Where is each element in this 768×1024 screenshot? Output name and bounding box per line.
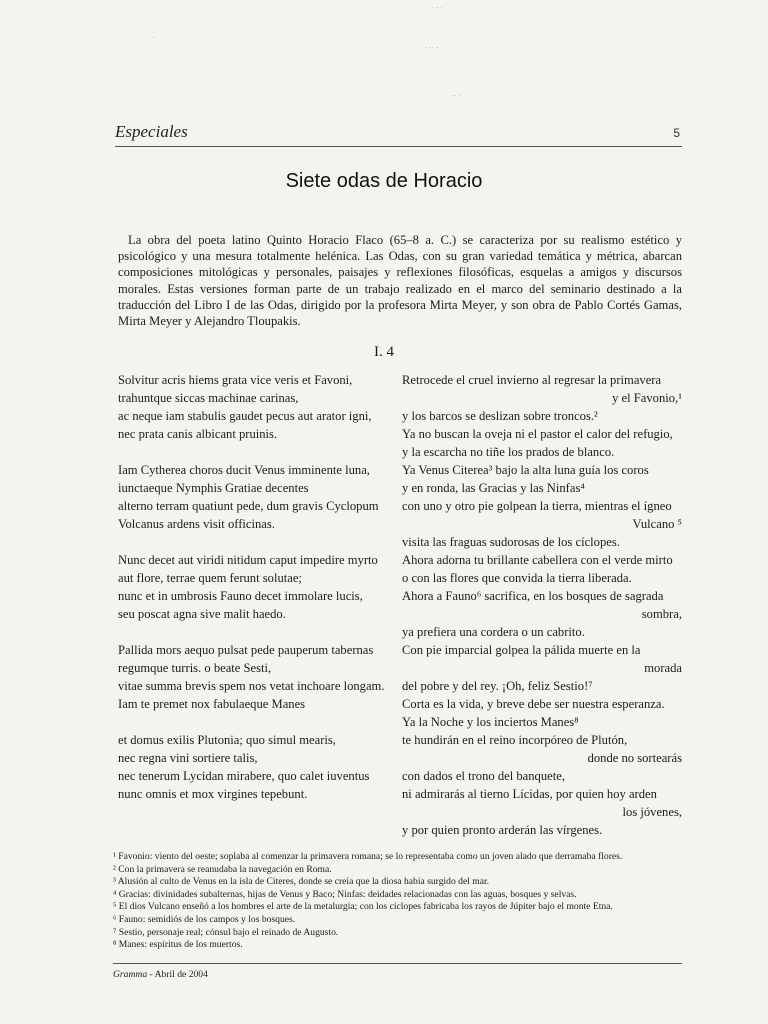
verse-line: nec regna vini sortiere talis, (118, 751, 258, 765)
footnote: ² Con la primavera se reanudaba la navegación en Roma. (113, 863, 332, 875)
verse-line: seu poscat agna sive malit haedo. (118, 607, 286, 621)
footnote: ⁶ Fauno: semidiós de los campos y los bosques. (113, 913, 296, 925)
verse-line: Corta es la vida, y breve debe ser nuestra esperanza. (402, 697, 665, 711)
verse-line: y por quien pronto arderán las vírgenes. (402, 823, 603, 837)
verse-line: Solvitur acris hiems grata vice veris et Favoni, (118, 373, 353, 387)
footnote: ¹ Favonio: viento del oeste; soplaba al comenzar la primavera romana; se lo representaba como un joven alado que derramaba flores. (113, 851, 623, 862)
footer-rule (113, 963, 682, 964)
scan-speck: · ·· · (425, 44, 439, 52)
section-name: Especiales (115, 122, 188, 141)
verse-line: nunc omnis et mox virgines tepebunt. (118, 787, 308, 801)
verse-line: Iam Cytherea choros ducit Venus imminente luna, (118, 463, 370, 477)
latin-stanza (118, 371, 398, 443)
latin-poem (118, 371, 398, 821)
footnote: ⁵ El dios Vulcano enseñó a los hombres el arte de la metalurgia; con los cíclopes fabricaba los rayos de Júpiter bajo el monte Etna. (113, 901, 613, 913)
verse-line: aut flore, terrae quem ferunt solutae; (118, 571, 302, 585)
verse-line: Iam te premet nox fabulaeque Manes (118, 697, 306, 711)
spanish-translation (402, 371, 682, 839)
verse-line: Pallida mors aequo pulsat pede pauperum tabernas (118, 643, 374, 657)
verse-line: Vulcano ⁵ (632, 517, 682, 531)
intro-text: La obra del poeta latino Quinto Horacio Flaco (65–8 a. C.) se caracteriza por su realismo estético y psicológico y una mesura totalmente helénica. Las Odas, con su gran variedad temática y métrica, abarcan composiciones mitológicas y personales, paisajes y reflexiones filosóficas, esquelas a amigos y discursos morales. Estas versiones forman parte de un trabajo realizado en el marco del seminario destinado a la traducción del Libro I de las Odas, dirigido por la profesora Mirta Meyer, y son obra de Pablo Cortés Gamas, Mirta Meyer y Alejandro Tloupakis. (118, 233, 682, 329)
verse-line: Con pie imparcial golpea la pálida muerte en la (402, 643, 641, 657)
verse-line: del pobre y del rey. ¡Oh, feliz Sestio!⁷ (402, 679, 593, 693)
verse-line: sombra, (641, 607, 682, 621)
verse-line: y en ronda, las Gracias y las Ninfas⁴ (402, 481, 585, 495)
footnote: ³ Alusión al culto de Venus en la isla de Citeres, donde se creía que la diosa había surgido del mar. (113, 876, 490, 888)
scan-speck: · (152, 34, 155, 42)
verse-line: nunc et in umbrosis Fauno decet immolare lucis, (118, 589, 363, 603)
article-title: Siete odas de Horacio (285, 170, 483, 192)
verse-line: te hundirán en el reino incorpóreo de Plutón, (402, 733, 628, 747)
verse-line: trahuntque siccas machinae carinas, (118, 391, 299, 405)
verse-line: o con las flores que convida la tierra liberada. (402, 571, 632, 585)
latin-stanza (118, 731, 398, 803)
verse-line: Retrocede el cruel invierno al regresar la primavera (402, 373, 662, 387)
magazine-name: Gramma (113, 969, 148, 980)
verse-line: et domus exilis Plutonia; quo simul mearis, (118, 733, 336, 747)
page-footer (113, 969, 208, 980)
verse-line: Ya la Noche y los inciertos Manes⁸ (402, 715, 579, 729)
scan-speck: · · · (432, 4, 444, 12)
issue-date: - Abril de 2004 (149, 969, 208, 980)
verse-line: morada (644, 661, 682, 675)
verse-line: regumque turris. o beate Sesti, (118, 661, 272, 675)
latin-stanza (118, 641, 398, 713)
footnotes (113, 851, 685, 952)
verse-line: nec prata canis albicant pruinis. (118, 427, 278, 441)
verse-line: y el Favonio,¹ (612, 391, 682, 405)
verse-line: Ahora adorna tu brillante cabellera con el verde mirto (402, 553, 673, 567)
footnote: ⁴ Gracias: divinidades subalternas, hijas de Venus y Baco; Ninfas: deidades relacionadas con las aguas, bosques y selvas. (113, 888, 577, 900)
verse-line: iunctaeque Nymphis Gratiae decentes (118, 481, 309, 495)
verse-line: nec tenerum Lycidan mirabere, quo calet iuventus (118, 769, 370, 783)
verse-line: y la escarcha no tiñe los prados de blanco. (402, 445, 615, 459)
page-number: 5 (673, 126, 680, 140)
verse-line: ya prefiera una cordera o un cabrito. (402, 625, 585, 639)
verse-line: Volcanus ardens visit officinas. (118, 517, 275, 531)
verse-line: Ya Venus Citerea³ bajo la alta luna guía los coros (402, 463, 649, 477)
verse-line: con uno y otro pie golpean la tierra, mientras el ígneo (402, 499, 672, 513)
verse-line: ni admirarás al tierno Lícidas, por quien hoy arden (402, 787, 657, 801)
footnote: ⁸ Manes: espíritus de los muertos. (113, 939, 243, 951)
verse-line: Ya no buscan la oveja ni el pastor el calor del refugio, (402, 427, 673, 441)
intro-paragraph (118, 232, 682, 329)
ode-number: I. 4 (374, 344, 394, 360)
latin-stanza (118, 461, 398, 533)
verse-line: alterno terram quatiunt pede, dum gravis Cyclopum (118, 499, 379, 513)
verse-line: Ahora a Fauno⁶ sacrifica, en los bosques de sagrada (402, 589, 664, 603)
verse-line: Nunc decet aut viridi nitidum caput impedire myrto (118, 553, 378, 567)
verse-line: vitae summa brevis spem nos vetat inchoare longam. (118, 679, 385, 693)
verse-line: los jóvenes, (622, 805, 682, 819)
latin-stanza (118, 551, 398, 623)
footnote: ⁷ Sestio, personaje real; cónsul bajo el reinado de Augusto. (113, 926, 339, 938)
verse-line: con dados el trono del banquete, (402, 769, 565, 783)
verse-line: y los barcos se deslizan sobre troncos.² (402, 409, 598, 423)
verse-line: visita las fraguas sudorosas de los cíclopes. (402, 535, 620, 549)
running-header (115, 118, 682, 147)
verse-line: ac neque iam stabulis gaudet pecus aut arator igni, (118, 409, 372, 423)
verse-line: donde no sortearás (587, 751, 682, 765)
scan-speck: ·· · (452, 92, 461, 100)
